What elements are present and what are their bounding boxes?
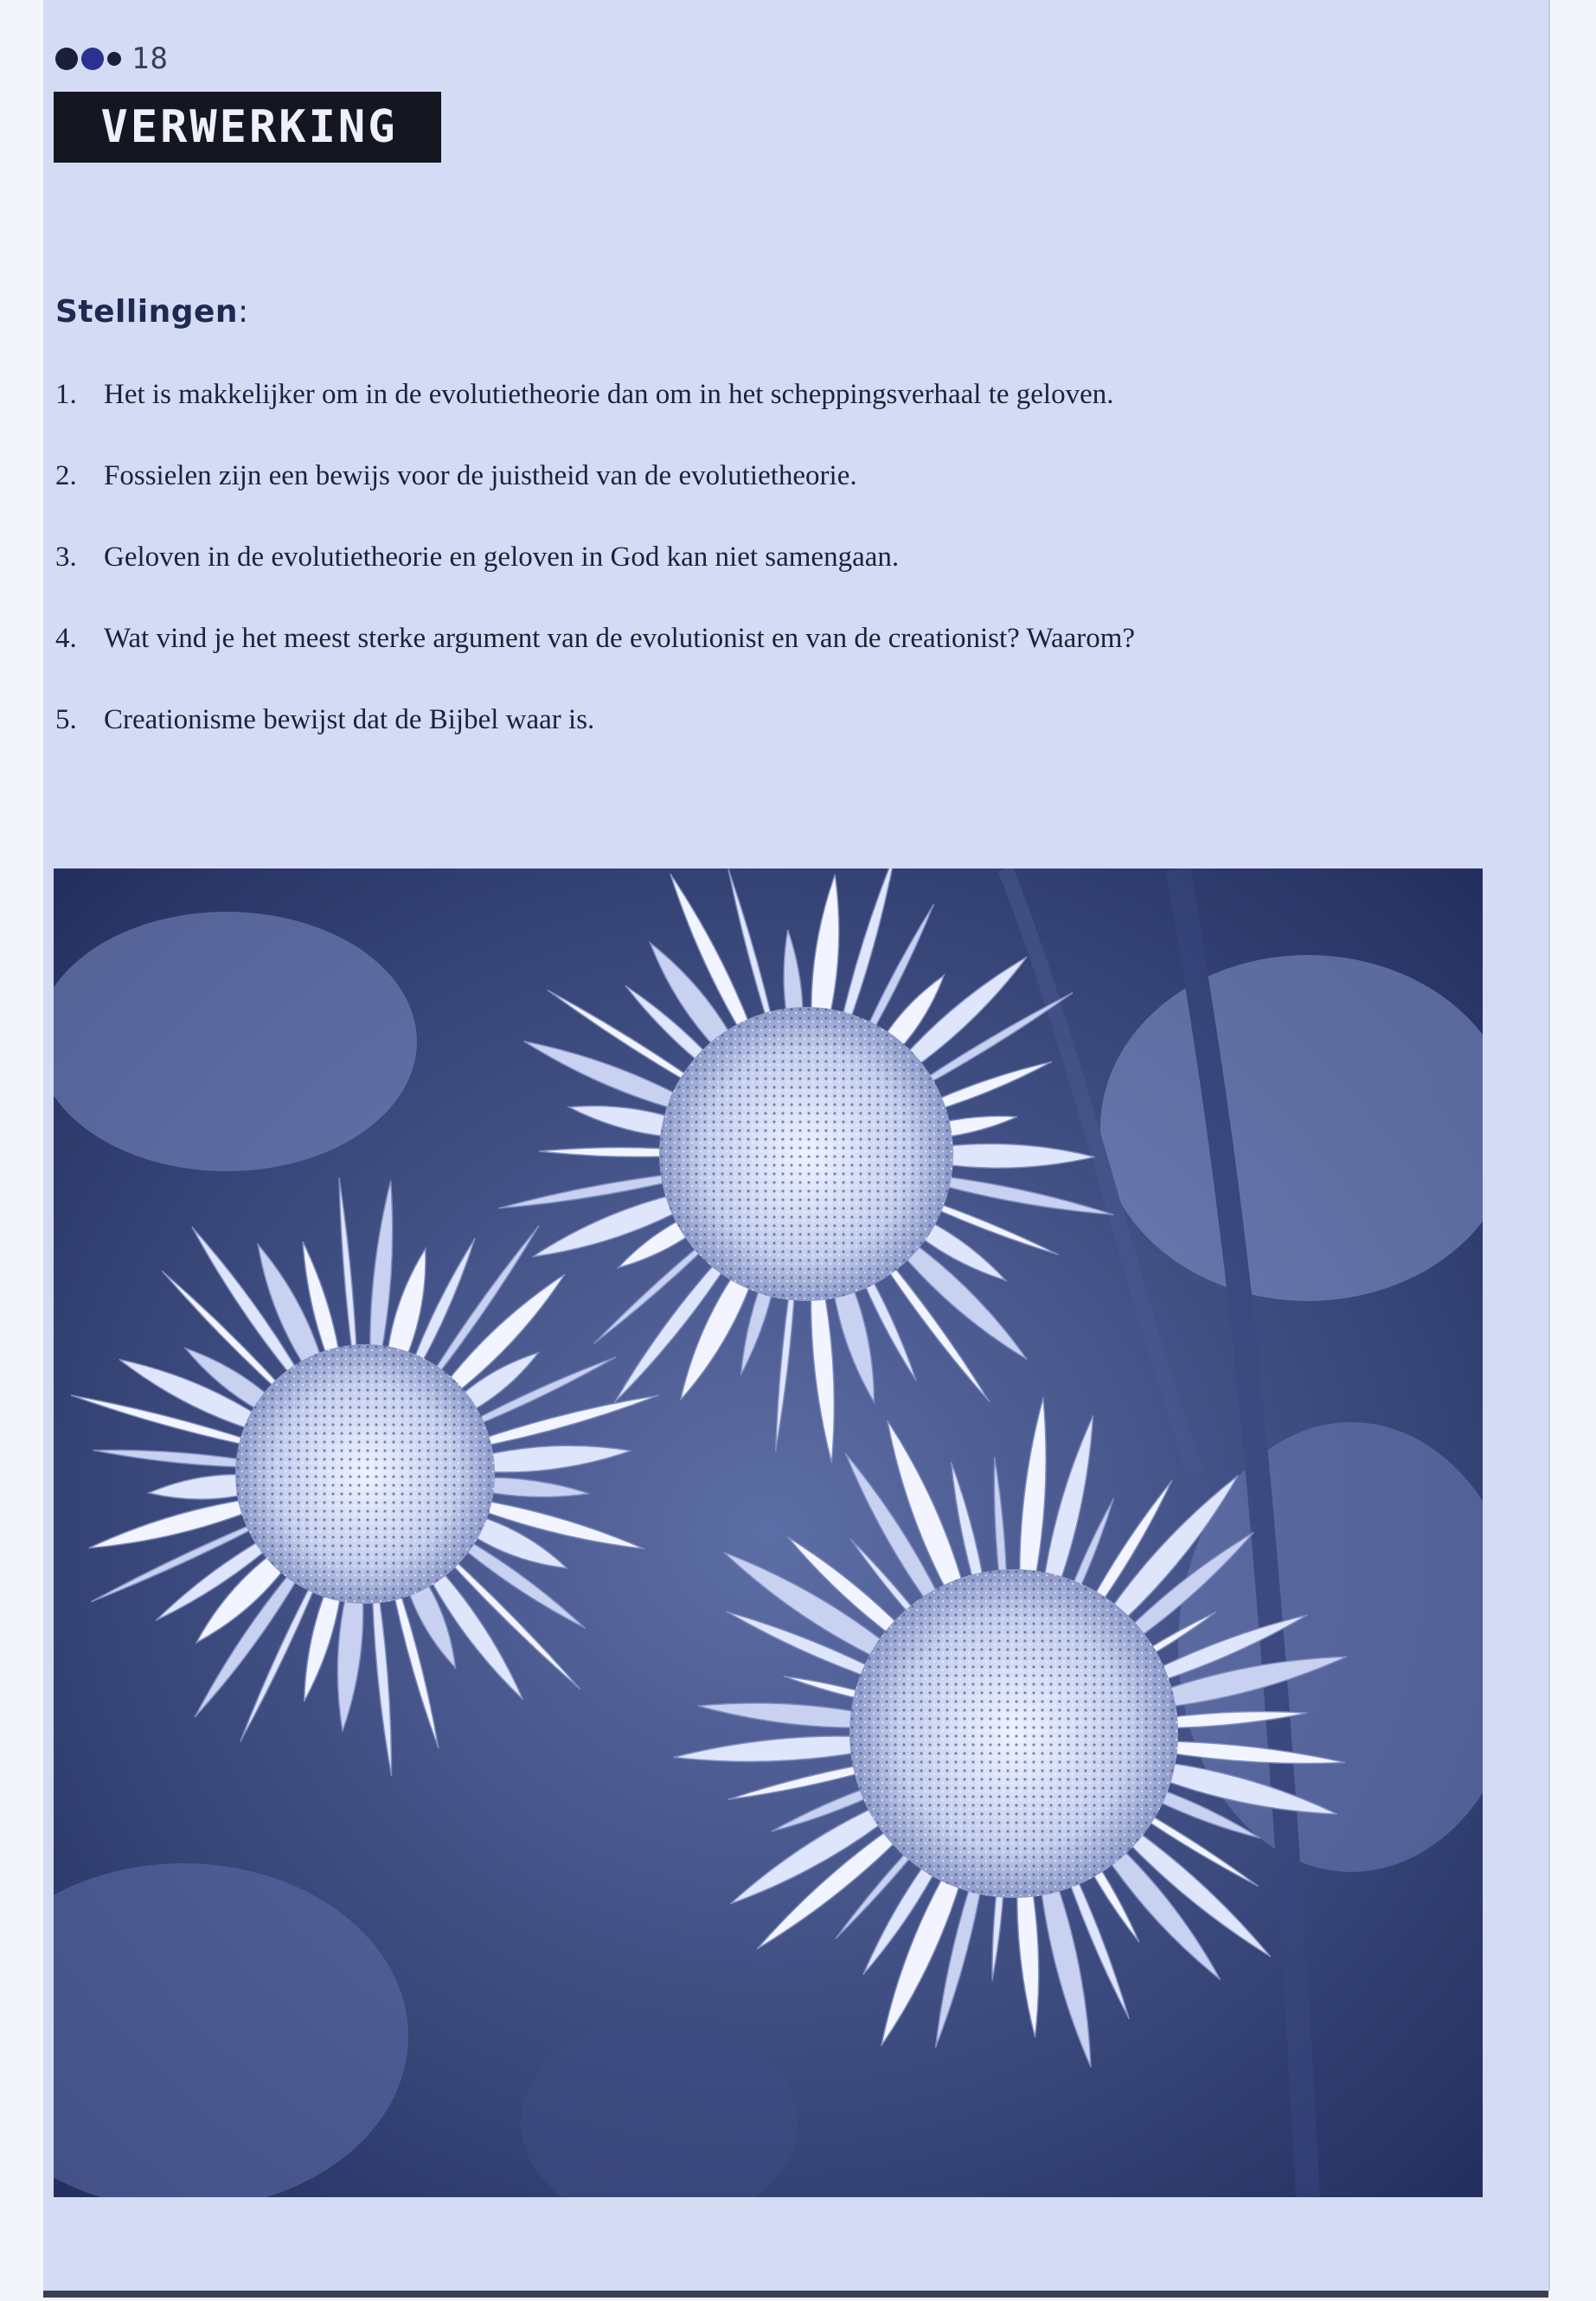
- statement-number: 2.: [55, 460, 77, 491]
- statement-text: Fossielen zijn een bewijs voor de juistheid van de evolutietheorie.: [104, 460, 857, 491]
- statement-number: 4.: [55, 623, 77, 654]
- statement-text: Wat vind je het meest sterke argument van de evolutionist en van de creationist? Waarom?: [104, 623, 1136, 654]
- flower-texture: [849, 1569, 1178, 1898]
- statement-number: 1.: [55, 379, 77, 410]
- statement-item: [55, 699, 1474, 740]
- flower-texture: [659, 1007, 953, 1301]
- statement-text: Geloven in de evolutietheorie en geloven in God kan niet samengaan.: [104, 542, 900, 573]
- subheading: [55, 294, 249, 330]
- statement-item: [55, 455, 1474, 497]
- statement-item: [55, 374, 1474, 415]
- flower-texture: [235, 1344, 495, 1604]
- statement-text: Creationisme bewijst dat de Bijbel waar is.: [104, 704, 595, 735]
- statement-number: 5.: [55, 704, 77, 735]
- flower-photo: [54, 868, 1483, 2197]
- page-header: [55, 40, 169, 78]
- statement-item: [55, 536, 1474, 578]
- statement-text: Het is makkelijker om in de evolutietheorie dan om in het scheppingsverhaal te geloven.: [104, 379, 1114, 410]
- page-edge: [43, 2291, 1548, 2298]
- flower-illustration: [54, 868, 1483, 2197]
- page-number: 18: [131, 42, 169, 76]
- statement-number: 3.: [55, 542, 77, 573]
- subheading-text: Stellingen: [55, 294, 239, 330]
- page-dots-icon: [55, 48, 121, 70]
- statement-list: [55, 374, 1474, 780]
- section-label: VERWERKING: [54, 92, 441, 163]
- statement-item: [55, 618, 1474, 659]
- subheading-colon: :: [238, 294, 249, 330]
